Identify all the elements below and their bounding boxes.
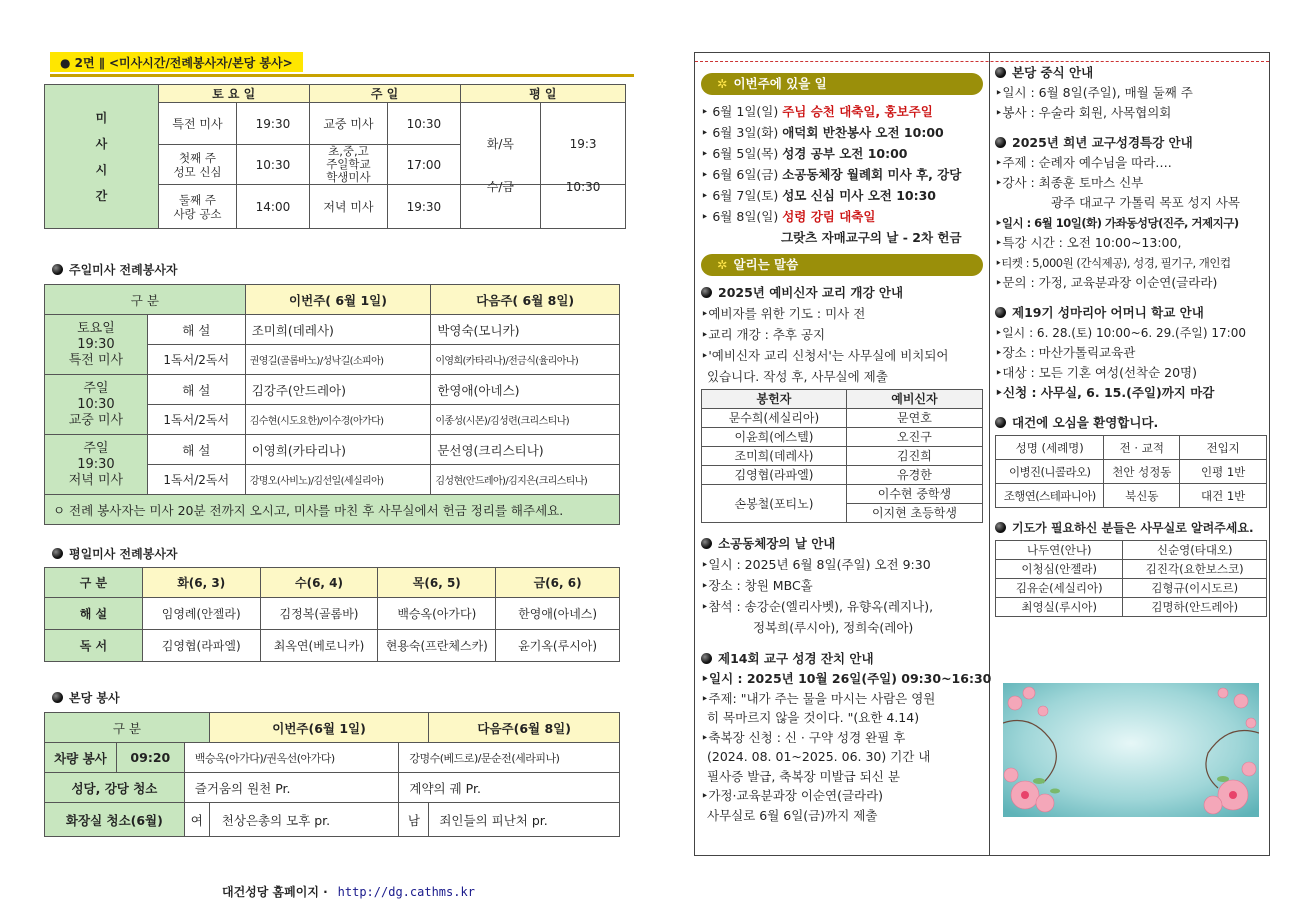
bullet-icon [995, 307, 1006, 318]
header-cell: 화(6, 3) [142, 568, 260, 598]
small-community-title-text: 소공동체장의 날 안내 [718, 536, 836, 551]
right-column-2 [995, 63, 1267, 623]
mass-cell: 화/목 [460, 103, 541, 185]
line-text: 주제 : 순례자 예수님을 따라…. [1002, 155, 1172, 170]
server-cell: 천상은총의 모후 pr. [209, 803, 399, 837]
server-cell: 김강주(안드레아) [245, 375, 431, 405]
server-cell: 현용숙(프란체스카) [378, 630, 496, 662]
catechumen-line: ‣교리 개강 : 추후 공지 [701, 327, 826, 342]
mother-line: ‣신청 : 사무실, 6. 15.(주일)까지 마감 [995, 385, 1215, 400]
table-cell: 최영실(루시아) [996, 598, 1123, 617]
bullet-icon [995, 417, 1006, 428]
mass-cell: 10:30 [541, 165, 626, 209]
bible-line: 필사증 발급, 축복장 미발급 되신 분 [707, 768, 900, 784]
table-cell: 김영협(라파엘) [702, 466, 847, 485]
jubilee-title-text: 2025년 희년 교구성경특강 안내 [1012, 135, 1193, 150]
header-cell: 봉헌자 [702, 390, 847, 409]
bible-line: ‣일시 : 2025년 10월 26일(주일) 09:30~16:30 [701, 671, 992, 686]
line-text: '예비신자 교리 신청서'는 사무실에 비치되어 [708, 348, 949, 363]
week-item: ‣ 6월 8일(일) 성령 강림 대축일 [701, 209, 876, 224]
table-cell: 신순영(타대오) [1123, 541, 1267, 560]
line-text: 신청 : 사무실, 6. 15.(주일)까지 마감 [1003, 385, 1215, 400]
server-cell: 백승옥(아가다)/권옥선(아가다) [184, 743, 399, 773]
header-cell: 이번주( 6월 1일) [245, 285, 431, 315]
side-char: 시 [95, 162, 108, 177]
week-date: 6월 3일(화) [712, 125, 779, 140]
footer-label: 대건성당 홈페이지 · [222, 885, 328, 899]
header-cell: 구 분 [45, 568, 143, 598]
table-cell: 이지현 초등학생 [846, 504, 982, 523]
day-header-sat: 토 요 일 [158, 85, 309, 103]
catechumen-line: 있습니다. 작성 후, 사무실에 제출 [707, 369, 888, 384]
lunch-title-text: 본당 중식 안내 [1012, 65, 1094, 80]
side-char: 사 [95, 136, 108, 151]
mass-cell: 둘째 주 사랑 공소 [158, 185, 237, 229]
weekday-servers-table [44, 567, 620, 662]
server-cell: 윤기옥(루시아) [496, 630, 620, 662]
header-cell: 구 분 [45, 285, 246, 315]
jubilee-title [995, 133, 1267, 153]
sunday-servers-title [52, 261, 178, 278]
week-text: 주님 승천 대축일, 홍보주일 [782, 104, 933, 119]
header-cell: 목(6, 5) [378, 568, 496, 598]
bible-line: 사무실로 6월 6일(금)까지 제출 [707, 807, 878, 823]
header-cell: 성명 (세례명) [996, 436, 1104, 460]
line-text: 일시 : 2025년 6월 8일(주일) 오전 9:30 [708, 557, 931, 572]
table-cell: 김진각(요한보스코) [1123, 560, 1267, 579]
line-text: 장소 : 마산가톨릭교육관 [1002, 345, 1136, 360]
table-cell: 김명하(안드레아) [1123, 598, 1267, 617]
mass-label: 주일 10:30 교중 미사 [45, 375, 148, 435]
mass-label: 주일 19:30 저녁 미사 [45, 435, 148, 495]
server-cell: 조미희(데레사) [245, 315, 431, 345]
table-cell: 오진구 [846, 428, 982, 447]
lunch-title [995, 63, 1267, 83]
table-cell: 인평 1반 [1180, 460, 1267, 484]
week-item: ‣ 6월 7일(토) 성모 신심 미사 오전 10:30 [701, 188, 936, 203]
catechumen-title [701, 282, 983, 303]
server-cell: 계약의 궤 Pr. [399, 773, 620, 803]
server-cell: 김성현(안드레아)/김지은(크리스티나) [431, 465, 620, 495]
bible-line: ‣가정·교육분과장 이순연(글라라) [701, 788, 884, 803]
bullet-icon [701, 653, 712, 664]
table-cell: 이청심(안젤라) [996, 560, 1123, 579]
table-cell: 이수현 중학생 [846, 485, 982, 504]
mass-cell: 14:00 [237, 185, 309, 229]
this-week-pill-label: 이번주에 있을 일 [733, 76, 827, 91]
table-cell: 김형규(이시도르) [1123, 579, 1267, 598]
week-item: ‣ 6월 6일(금) 소공동체장 월례회 미사 후, 강당 [701, 167, 962, 182]
bible-line: 히 목마르지 않을 것이다. "(요한 4.14) [707, 710, 920, 725]
table-cell: 문수희(세실리아) [702, 409, 847, 428]
table-cell: 조행연(스테파니아) [996, 484, 1104, 508]
role-cell: 해 설 [147, 435, 245, 465]
mass-side-label [45, 85, 159, 229]
gender-cell: 여 [184, 803, 209, 837]
server-cell: 김정복(골롬바) [260, 598, 378, 630]
bullet-icon [995, 67, 1006, 78]
server-cell: 김수현(시도요한)/이수경(아가다) [245, 405, 431, 435]
lunch-line: ‣봉사 : 우술라 회원, 사목협의회 [995, 105, 1172, 120]
homepage-link[interactable]: http://dg.cathms.kr [337, 885, 475, 899]
table-cell: 대건 1반 [1180, 484, 1267, 508]
role-cell: 화장실 청소(6월) [45, 803, 185, 837]
bible-festival-title-text: 제14회 교구 성경 잔치 안내 [718, 651, 874, 666]
table-cell: 이병진(니콜라오) [996, 460, 1104, 484]
table-cell: 손봉철(포티노) [702, 485, 847, 523]
day-header-sun: 주 일 [309, 85, 460, 103]
week-date: 6월 7일(토) [712, 188, 779, 203]
server-cell: 문선영(크리스티나) [431, 435, 620, 465]
table-cell: 조미희(데레사) [702, 447, 847, 466]
mass-cell: 저녁 미사 [309, 185, 388, 229]
server-cell: 김영협(라파엘) [142, 630, 260, 662]
line-text: 일시 : 6월 10일(화) 가좌동성당(진주, 거제지구) [1001, 216, 1239, 230]
section-header [44, 52, 634, 74]
line-text: 일시 : 6. 28.(토) 10:00~6. 29.(주일) 17:00 [1002, 326, 1246, 340]
header-cell: 다음주( 6월 8일) [431, 285, 620, 315]
table-cell: 이윤희(에스텔) [702, 428, 847, 447]
role-cell: 1독서/2독서 [147, 345, 245, 375]
welcome-title-text: 대건에 오심을 환영합니다. [1012, 415, 1159, 430]
server-cell: 최옥연(베로니카) [260, 630, 378, 662]
sunday-servers-table [44, 284, 620, 525]
week-text: 애덕회 반찬봉사 오전 10:00 [782, 125, 944, 140]
mass-cell: 17:00 [388, 145, 460, 185]
header-cell: 금(6, 6) [496, 568, 620, 598]
mother-line: ‣일시 : 6. 28.(토) 10:00~6. 29.(주일) 17:00 [995, 326, 1246, 340]
server-cell: 박영숙(모니카) [431, 315, 620, 345]
notice-pill [701, 254, 983, 276]
bullet-icon [701, 287, 712, 298]
line-text: 장소 : 창원 MBC홀 [708, 578, 813, 593]
small-community-line: ‣참석 : 송강순(엘리사벳), 유향옥(레지나), [701, 599, 934, 614]
week-extra: 그랏츠 자매교구의 날 - 2차 헌금 [781, 230, 962, 245]
small-community-line: ‣장소 : 창원 MBC홀 [701, 578, 813, 593]
jubilee-line: ‣강사 : 최종훈 토마스 신부 [995, 175, 1144, 190]
bible-festival-title [701, 648, 983, 669]
server-cell: 즐거움의 원천 Pr. [184, 773, 399, 803]
server-cell: 강명오(사비노)/김선일(세실리아) [245, 465, 431, 495]
mass-cell: 첫째 주 성모 신심 [158, 145, 237, 185]
weekday-servers-title [52, 545, 178, 562]
server-cell: 권영길(골롬바노)/성낙길(소피아) [245, 345, 431, 375]
welcome-title [995, 413, 1267, 433]
small-community-title [701, 533, 983, 554]
line-text: 일시 : 2025년 10월 26일(주일) 09:30~16:30 [709, 671, 992, 686]
bullet-icon [995, 522, 1006, 533]
week-date: 6월 5일(목) [712, 146, 779, 161]
mass-cell: 10:30 [237, 145, 309, 185]
mass-cell: 10:30 [388, 103, 460, 145]
line-text: 주제: "내가 주는 물을 마시는 사람은 영원 [708, 690, 936, 706]
line-text: 문의 : 가정, 교육분과장 이순연(글라라) [1002, 275, 1218, 290]
small-community-line: 정복희(루시아), 정희숙(레아) [753, 620, 914, 635]
mass-time-table [44, 84, 626, 229]
bible-line: ‣주제: "내가 주는 물을 마시는 사람은 영원 [701, 690, 936, 706]
mass-cell: 19:3 [541, 103, 626, 185]
catechumen-line: ‣'예비신자 교리 신청서'는 사무실에 비치되어 [701, 348, 949, 363]
section-header-label: ● 2면 ∥ <미사시간/전례봉사자/본당 봉사> [50, 52, 303, 72]
notice-pill-label: 알리는 말씀 [733, 257, 799, 272]
prayer-title [995, 518, 1267, 538]
mass-cell: 19:30 [237, 103, 309, 145]
header-cell: 구 분 [45, 713, 210, 743]
sparkle-icon: ✲ [717, 257, 728, 272]
header-cell: 다음주(6월 8일) [429, 713, 620, 743]
jubilee-line: ‣티켓 : 5,000원 (간식제공), 성경, 필기구, 개인컵 [995, 256, 1231, 270]
role-cell: 해 설 [147, 375, 245, 405]
week-text: 성경 공부 오전 10:00 [782, 146, 908, 161]
bullet-icon [52, 264, 63, 275]
line-text: 특강 시간 : 오전 10:00~13:00, [1002, 235, 1182, 250]
header-cell: 수(6, 4) [260, 568, 378, 598]
section-header-rule [50, 74, 634, 77]
right-column-1 [701, 73, 992, 825]
week-date: 6월 1일(일) [712, 104, 779, 119]
table-cell: 유경한 [846, 466, 982, 485]
catechumen-table [701, 389, 983, 523]
bible-line: (2024. 08. 01~2025. 06. 30) 기간 내 [707, 749, 931, 764]
line-text: 강사 : 최종훈 토마스 신부 [1002, 175, 1144, 190]
week-item: ‣ 6월 3일(화) 애덕회 반찬봉사 오전 10:00 [701, 125, 944, 140]
week-schedule [701, 101, 983, 248]
mother-line: ‣장소 : 마산가톨릭교육관 [995, 345, 1136, 360]
line-text: 일시 : 6월 8일(주일), 매월 둘째 주 [1002, 85, 1193, 100]
server-cell: 한영애(아네스) [496, 598, 620, 630]
role-cell: 해 설 [45, 598, 143, 630]
sunday-servers-title-text: 주일미사 전례봉사자 [69, 263, 178, 277]
line-text: 티켓 : 5,000원 (간식제공), 성경, 필기구, 개인컵 [1001, 256, 1231, 270]
role-cell: 독 서 [45, 630, 143, 662]
table-cell: 김유순(세실리아) [996, 579, 1123, 598]
server-cell: 백승옥(아가다) [378, 598, 496, 630]
server-cell: 죄인들의 피난처 pr. [429, 803, 620, 837]
mass-cell: 교중 미사 [309, 103, 388, 145]
mother-line: ‣대상 : 모든 기혼 여성(선착순 20명) [995, 365, 1198, 380]
prayer-table [995, 540, 1267, 617]
servers-note: ㅇ 전례 봉사자는 미사 20분 전까지 오시고, 미사를 마친 후 사무실에서 헌금 정리를 해주세요. [45, 495, 620, 525]
line-text: 참석 : 송강순(엘리사벳), 유향옥(레지나), [708, 599, 934, 614]
time-cell: 09:20 [116, 743, 184, 773]
mass-label: 토요일 19:30 특전 미사 [45, 315, 148, 375]
role-cell: 차량 봉사 [45, 743, 117, 773]
week-item: ‣ 6월 1일(일) 주님 승천 대축일, 홍보주일 [701, 104, 933, 119]
server-cell: 이종성(시몬)/김성련(크리스티나) [431, 405, 620, 435]
line-text: 교리 개강 : 추후 공지 [708, 327, 826, 342]
gender-cell: 남 [399, 803, 429, 837]
top-dashed-rule [695, 61, 1269, 62]
left-page [44, 52, 634, 828]
mass-cell: 초,중,고 주일학교 학생미사 [309, 145, 388, 185]
table-cell: 천안 성정동 [1104, 460, 1180, 484]
line-text: 대상 : 모든 기혼 여성(선착순 20명) [1002, 365, 1198, 380]
week-text: 성령 강림 대축일 [782, 209, 876, 224]
mass-cell: 수/금 [460, 165, 541, 209]
week-text: 소공동체장 월례회 미사 후, 강당 [782, 167, 962, 182]
parish-service-title-text: 본당 봉사 [69, 691, 120, 705]
column-divider [989, 53, 990, 855]
week-date: 6월 6일(금) [712, 167, 779, 182]
table-cell: 문연호 [846, 409, 982, 428]
role-cell: 성당, 강당 청소 [45, 773, 185, 803]
side-char: 미 [95, 110, 108, 125]
week-item: ‣ 6월 5일(목) 성경 공부 오전 10:00 [701, 146, 908, 161]
line-text: 봉사 : 우술라 회원, 사목협의회 [1002, 105, 1172, 120]
right-page [694, 52, 1270, 856]
day-header-weekday: 평 일 [460, 85, 625, 103]
line-text: 예비자를 위한 기도 : 미사 전 [708, 306, 866, 321]
role-cell: 1독서/2독서 [147, 465, 245, 495]
server-cell: 한영애(아네스) [431, 375, 620, 405]
jubilee-line: ‣주제 : 순례자 예수님을 따라…. [995, 155, 1172, 170]
this-week-pill [701, 73, 983, 95]
bullet-icon [52, 548, 63, 559]
header-cell: 전 · 교적 [1104, 436, 1180, 460]
mass-cell: 특전 미사 [158, 103, 237, 145]
bullet-icon [995, 137, 1006, 148]
flower-illustration [1003, 683, 1259, 817]
parish-service-title [52, 689, 120, 706]
line-text: 축복장 신청 : 신 · 구약 성경 완필 후 [708, 729, 906, 745]
server-cell: 임영례(안젤라) [142, 598, 260, 630]
line-text: 가정·교육분과장 이순연(글라라) [708, 788, 884, 803]
server-cell: 이영희(카타리나) [245, 435, 431, 465]
table-cell: 북신동 [1104, 484, 1180, 508]
bullet-icon [52, 692, 63, 703]
jubilee-line: ‣문의 : 가정, 교육분과장 이순연(글라라) [995, 275, 1218, 290]
catechumen-title-text: 2025년 예비신자 교리 개강 안내 [718, 285, 904, 300]
week-text: 성모 신심 미사 오전 10:30 [782, 188, 936, 203]
prayer-title-text: 기도가 필요하신 분들은 사무실로 알려주세요. [1012, 521, 1254, 535]
jubilee-line: ‣특강 시간 : 오전 10:00~13:00, [995, 235, 1182, 250]
welcome-table [995, 435, 1267, 508]
role-cell: 1독서/2독서 [147, 405, 245, 435]
jubilee-line: ‣일시 : 6월 10일(화) 가좌동성당(진주, 거제지구) [995, 216, 1239, 230]
mass-cell: 19:30 [388, 185, 460, 229]
parish-service-table [44, 712, 620, 837]
jubilee-line: 광주 대교구 가톨릭 목포 성지 사목 [1051, 195, 1240, 210]
bullet-icon [701, 538, 712, 549]
sparkle-icon: ✲ [717, 76, 728, 91]
role-cell: 해 설 [147, 315, 245, 345]
mother-school-title [995, 303, 1267, 323]
server-cell: 이영희(카타리나)/전금식(율리아나) [431, 345, 620, 375]
weekday-servers-title-text: 평일미사 전례봉사자 [69, 547, 178, 561]
header-cell: 예비신자 [846, 390, 982, 409]
footer [222, 883, 475, 900]
small-community-line: ‣일시 : 2025년 6월 8일(주일) 오전 9:30 [701, 557, 931, 572]
server-cell: 강명수(베드로)/문순전(세라피나) [399, 743, 620, 773]
mother-school-title-text: 제19기 성마리아 어머니 학교 안내 [1012, 305, 1204, 320]
header-cell: 이번주(6월 1일) [209, 713, 429, 743]
table-cell: 김진희 [846, 447, 982, 466]
table-cell: 나두연(안나) [996, 541, 1123, 560]
side-char: 간 [95, 188, 108, 203]
week-date: 6월 8일(일) [712, 209, 779, 224]
catechumen-line: ‣예비자를 위한 기도 : 미사 전 [701, 306, 866, 321]
bible-line: ‣축복장 신청 : 신 · 구약 성경 완필 후 [701, 729, 906, 745]
lunch-line: ‣일시 : 6월 8일(주일), 매월 둘째 주 [995, 85, 1193, 100]
header-cell: 전입지 [1180, 436, 1267, 460]
